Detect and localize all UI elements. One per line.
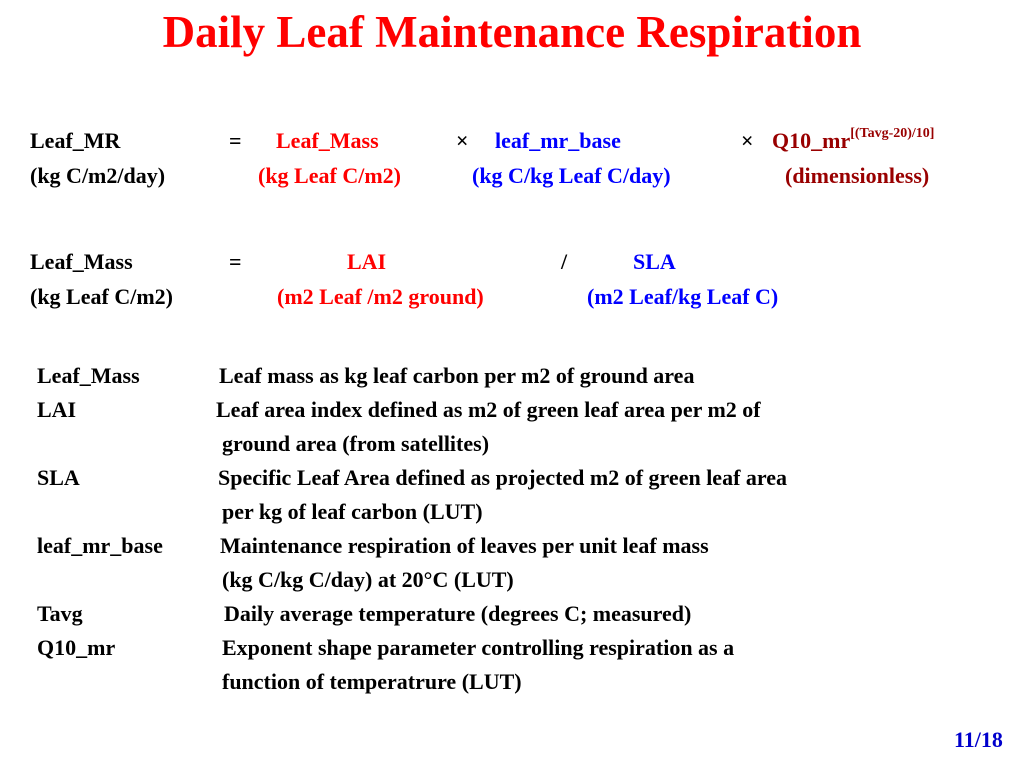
eq2-term2-units: (m2 Leaf/kg Leaf C) [587,284,779,309]
definition-text: per kg of leaf carbon (LUT) [222,499,483,524]
eq2-term1-units: (m2 Leaf /m2 ground) [277,284,484,309]
eq1-equals: = [229,128,242,153]
definition-text: Exponent shape parameter controlling respiration as a [222,635,735,660]
definition-term: Tavg [37,601,83,626]
eq1-q10-mr-label: Q10_mr [772,128,851,153]
definition-text: Daily average temperature (degrees C; measured) [224,601,692,626]
eq2-lhs-units: (kg Leaf C/m2) [30,284,173,309]
definition-term: leaf_mr_base [37,533,163,558]
eq1-term3-units: (dimensionless) [785,163,930,188]
definition-text: Maintenance respiration of leaves per unit leaf mass [220,533,709,558]
eq2-equals: = [229,249,242,274]
definition-term: Leaf_Mass [37,363,140,388]
definition-term: LAI [37,397,77,422]
definition-text: Specific Leaf Area defined as projected m2 of green leaf area [218,465,788,490]
eq1-lhs: Leaf_MR [30,128,121,153]
definition-text: (kg C/kg C/day) at 20°C (LUT) [222,567,514,592]
definition-text: Leaf mass as kg leaf carbon per m2 of ground area [219,363,695,388]
eq2-lhs: Leaf_Mass [30,249,133,274]
eq2-term-lai: LAI [347,249,387,274]
definition-text: function of temperatrure (LUT) [222,669,522,694]
definition-text: ground area (from satellites) [222,431,490,456]
definition-term: SLA [37,465,80,490]
definition-text: Leaf area index defined as m2 of green leaf area per m2 of [216,397,761,422]
eq1-term-q10-mr [772,125,935,154]
eq1-term-leaf-mr-base: leaf_mr_base [495,128,621,153]
page-number: 11/18 [954,727,1003,752]
eq1-term-leaf-mass: Leaf_Mass [276,128,379,153]
eq1-term2-units: (kg C/kg Leaf C/day) [472,163,671,188]
eq1-lhs-units: (kg C/m2/day) [30,163,166,188]
definition-term: Q10_mr [37,635,116,660]
eq1-q10-exponent: [(Tavg-20)/10] [850,125,935,141]
eq1-term1-units: (kg Leaf C/m2) [258,163,401,188]
eq1-times-1: × [456,128,469,153]
eq2-term-sla: SLA [633,249,676,274]
eq1-times-2: × [741,128,754,153]
eq2-divide: / [561,249,568,274]
slide-title: Daily Leaf Maintenance Respiration [162,7,862,57]
